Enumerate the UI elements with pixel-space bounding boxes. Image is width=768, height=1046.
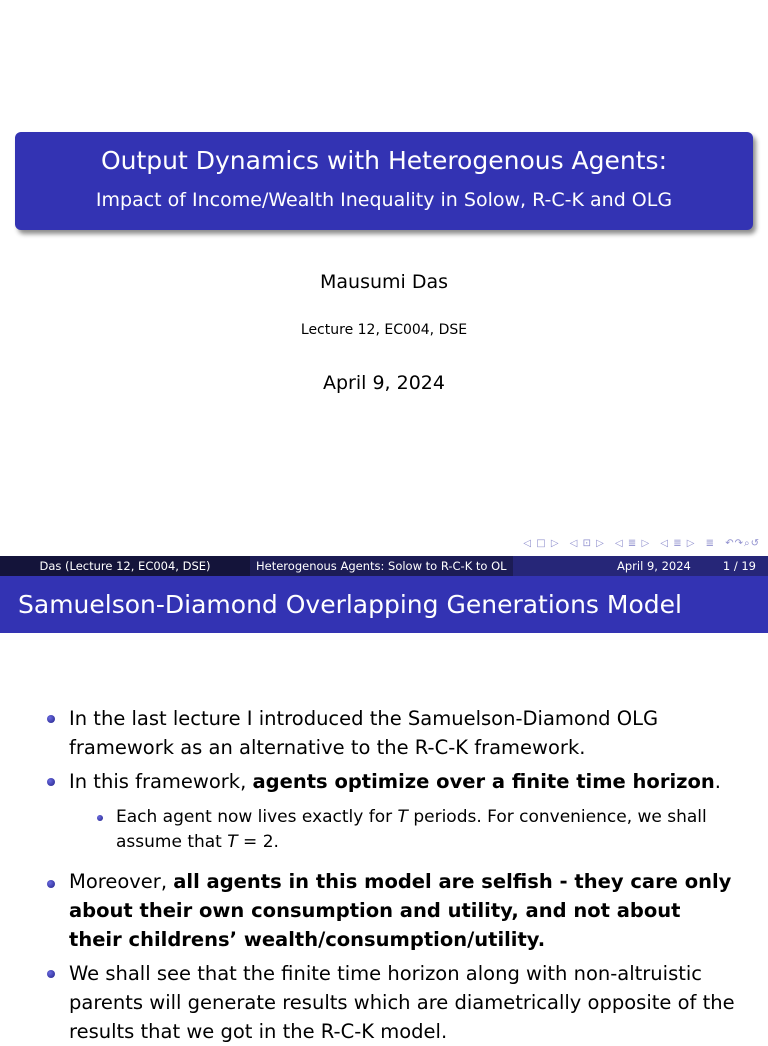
- sub-bullet-icon: [97, 815, 103, 821]
- list-item-text: We shall see that the finite time horizon along with non-altruistic parents will generate results which are diametrically opposite of the results that we got in the R-C-K model.: [69, 962, 735, 1043]
- author-name: Mausumi Das: [319, 271, 449, 293]
- sub-item-text: = 2.: [237, 832, 279, 852]
- institute: Lecture 12, EC004, DSE: [300, 322, 468, 338]
- list-item: [69, 704, 739, 762]
- footer-date: April 9, 2024: [617, 559, 691, 573]
- list-item-text: Moreover,: [69, 870, 174, 893]
- bullet-icon: [47, 715, 55, 723]
- slide-title: Output Dynamics with Heterogenous Agents:: [100, 146, 668, 175]
- list-item-bold-text: agents optimize over a finite time horizon: [252, 770, 715, 793]
- slide-subtitle: Impact of Income/Wealth Inequality in Solow, R-C-K and OLG: [95, 189, 673, 211]
- sub-list-item: [116, 805, 746, 855]
- section-nav-icon[interactable]: ◁ ≣ ▷: [615, 538, 651, 549]
- bullet-icon: [47, 880, 55, 888]
- math-variable: T: [227, 832, 238, 852]
- sub-item-text: Each agent now lives exactly for: [116, 807, 398, 827]
- footer-title: Heterogenous Agents: Solow to R-C-K to OL: [250, 556, 513, 576]
- title-box: [15, 132, 753, 230]
- frame-nav-icon[interactable]: ◁ □ ▷: [523, 538, 560, 549]
- footer-author: Das (Lecture 12, EC004, DSE): [0, 556, 250, 576]
- bullet-icon: [47, 778, 55, 786]
- list-item: [69, 959, 739, 1046]
- list-item-bold-text: all agents in this model are selfish - they care only about their own consumption and utility, and not about their childrens’ wealth/consumption/utility.: [69, 870, 732, 951]
- subsection-nav-icon[interactable]: ◁ ⊡ ▷: [569, 538, 605, 549]
- bullet-icon: [47, 970, 55, 978]
- frame-title: Samuelson-Diamond Overlapping Generations Model: [0, 576, 768, 633]
- list-item: [69, 767, 739, 796]
- navigation-bar: [517, 538, 760, 549]
- list-item: [69, 867, 739, 954]
- math-variable: T: [397, 807, 408, 827]
- list-item-text: In the last lecture I introduced the Samuelson-Diamond OLG framework as an alternative to the R-C-K framework.: [69, 707, 659, 759]
- footer-page: 1 / 19: [722, 559, 756, 573]
- search-nav-icon[interactable]: ↶↷⌕↺: [725, 538, 760, 549]
- presentation-date: April 9, 2024: [323, 372, 445, 394]
- document-nav-icon[interactable]: ◁ ≣ ▷: [660, 538, 696, 549]
- footer-right: [513, 556, 768, 576]
- sub-item-text: periods. For convenience, we shall assume that: [116, 807, 707, 852]
- slide-footer: [0, 556, 768, 576]
- appendix-nav-icon[interactable]: ≣: [705, 538, 716, 549]
- list-item-text: In this framework,: [69, 770, 253, 793]
- list-item-text: .: [714, 770, 721, 793]
